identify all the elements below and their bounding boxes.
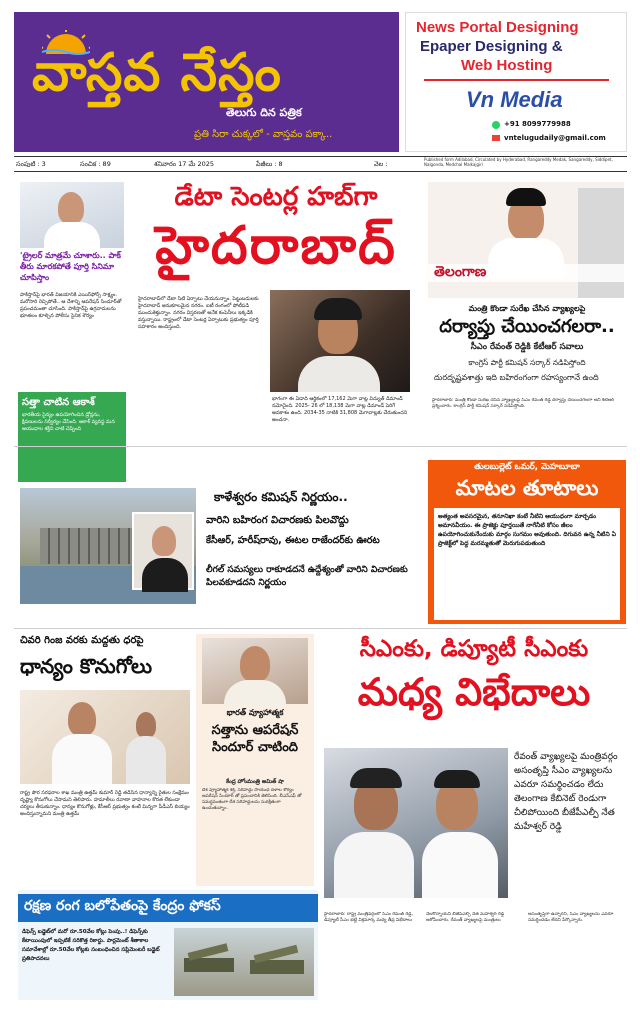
- price: వెల :: [374, 160, 388, 168]
- masthead-title: వాస్తవ నేస్తం: [32, 42, 282, 103]
- divider-2: [14, 628, 627, 629]
- akash-box: [18, 392, 126, 482]
- grain-body: రాష్ట్ర పౌర సరఫరాల శాఖ మంత్రి ఉత్తమ్ కుమార్ రెడ్డి తడిసిన ధాన్యాన్ని రైతుల సంక్షేమం దృష్ట్యా కొనుగోలు చేసామని తెలిపారు. హమాలీలు రవాణా వాహనాల కొరత లేకుండా చర్యలు తీసుకున్నాం. ధాన్యం కొనుగోళ్లు, కేసీఆర్ ప్రభుత్వం కంటే మిన్నగా పీడీఎస్ బియ్యం అందిస్తున్నామని మంత్రి ఉత్తమ్: [20, 790, 190, 817]
- operation-attribution: కేంద్ర హోంమంత్రి అమిత్ షా: [226, 779, 284, 785]
- grain-kicker: చివరి గింజ వరకు మద్దతు ధరపై: [20, 635, 144, 646]
- date: శనివారం 17 మే 2025: [154, 160, 214, 168]
- ktr-sub3: దురదృష్టవశాత్తు ఇది బహిరంగంగా రహస్యంగానే ఉంది: [434, 373, 599, 382]
- email-icon: [492, 135, 500, 141]
- omar-mehbooba-box: [428, 460, 626, 624]
- kaleshwaram-line2: కేసీఆర్, హరీష్‌రావు, ఈటల రాజేందర్‌కు ఊరట: [206, 535, 380, 546]
- issue: సంచిక : 89: [80, 160, 111, 168]
- cm-deputy-photo: [324, 748, 508, 898]
- cm-body: హైదరాబాద్: రాష్ట్ర మంత్రివర్గంలో సీఎం రేవంత్ రెడ్డి, డిప్యూటీ సీఎం భట్టి విక్రమార్క మధ్య తీవ్ర విభేదాలు నెలకొన్నాయని బీజేపీఎల్పీ నేత మహేశ్వర్ రెడ్డి ఆరోపించారు. రేవంత్ వ్యాఖ్యలపై మంత్రులు అసంతృప్తిగా ఉన్నారని, సీఎం వ్యాఖ్యలను ఎవరూ సమర్థించడం లేదని పేర్కొన్నారు.: [324, 912, 614, 923]
- masthead: [14, 12, 399, 152]
- advertisement[interactable]: [405, 12, 627, 152]
- ktr-photo: [428, 182, 624, 298]
- cm-kicker: సీఎంకు, డిప్యూటీ సీఎంకు: [359, 636, 589, 662]
- ad-line2: Epaper Designing &: [420, 38, 563, 55]
- main-kicker: డేటా సెంటర్ల హబ్‌గా: [174, 182, 378, 212]
- cm-sidebar: రేవంత్ వ్యాఖ్యలపై మంత్రివర్గం అసంతృప్తి సీఎం వ్యాఖ్యలను ఎవరూ సమర్థించడం లేదు తెలంగాణ కేబినెట్ రెండుగా చీలిపోయింది బీజేపీఎల్పీ నేత మహేశ్వర్ రెడ్డి: [514, 752, 618, 832]
- ad-line3: Web Hosting: [461, 57, 553, 74]
- operation-headline: సత్తాను ఆపరేషన్ సిందూర్ చాటింది: [211, 723, 299, 755]
- ad-phone: +91 8099779988: [504, 120, 571, 128]
- grain-headline: ధాన్యం కొనుగోలు: [20, 654, 153, 678]
- masthead-subtitle: తెలుగు దిన పత్రిక: [226, 106, 302, 119]
- omar-body: అత్యంత అవసరమైన, తనూనిఖా కంటే నీటిని ఆయుధంగా మార్చడం అమానవీయం. ఈ ప్రాజెక్టు పూర్తయితే నాగేనీటి కోసం జీలం ఉపయోగించుకునేందుకు మార్గం సుగమం అవుతుంది. దిగువన ఉన్న నీటిని ఏ ప్రాజెక్ట్‌లో పెద్ద మరమ్మతుతో మెరుగుపడుతుంది: [438, 513, 617, 547]
- amit-shah-photo: [202, 638, 308, 704]
- masthead-tagline: ప్రతి సిరా చుక్కలో - వాస్తవం పక్కా..: [194, 129, 333, 140]
- operation-body: దేశ వ్యూహాత్మక శక్తి, సరిహద్దు సాయుధ దళాల శౌర్యం ఆపరేషన్ సిందూర్ తో ప్రపంచానికి తెలిసింది. బీఎస్ఎఫ్ తో సమర్థవంతంగా దేశ సరిహద్దులను సురక్షితంగా ఉంచుతున్నాం.: [202, 788, 302, 811]
- dateline: [14, 156, 627, 172]
- ktr-headline: దర్యాప్తు చేయించగలరా..: [439, 316, 615, 337]
- akash-headline: సత్తా చాటిన ఆకాశ్: [22, 397, 95, 408]
- left-body-1: పాకిస్తాన్‌పై భారత్ విజయానికి ఎయిర్‌ఫోర్స్ సాక్ష్యం. మరోసారి రెచ్చిపోతే.. ఆ దేశాన్ని ఆపరేషన్ సిందూర్‌తో ప్రపంచమంతా చూసింది. పాకిస్తాన్‌పై ఉగ్రవాదులను భూతలం కూల్చిన పోలీసు సైనిక శౌర్యం: [20, 292, 122, 319]
- main-body: హైదరాబాద్‌లో డేటా సిటీ ఏర్పాటు చేయనున్నాం. పెట్టుబడులకు హైదరాబాద్ అనుకూలమైన నగరం. ఐటీ రంగంలో పోటీపడి ముందుకెళ్తున్నాం. నగరం విస్తరణతో అనేక కంపెనీలు ఇక్కడికి వస్తున్నాయి. రాష్ట్రంలో డేటా సెంటర్ల ఏర్పాటుకు ప్రభుత్వం పూర్తి సహకారం అందిస్తుంది.: [138, 296, 259, 330]
- kaleshwaram-line1: వారిని బహిరంగ విచారణకు పిలవొద్దు: [206, 515, 349, 526]
- uttam-photo: [20, 690, 190, 784]
- omar-kicker: తులబుల్లెట్ ఒమర్, మెహబూబా: [474, 462, 580, 472]
- left-headline-1: 'ట్రైలర్ మాత్రమే చూశారు.. పాక్ తీరు మారకపోతే పూర్తి సినిమా చూపిస్తాం: [20, 251, 121, 282]
- ktr-banner-text: తెలంగాణ: [434, 264, 487, 280]
- ktr-body: హైదరాబాద్: మంత్రి కొండా సురేఖ చేసిన వ్యాఖ్యలపై సీఎం రేవంత్ రెడ్డి దర్యాప్తు చేయించగలరా అని కేటీఆర్ ప్రశ్నించారు. కాంగ్రెస్ పార్టీ కమిషన్ సర్కార్ నడిపిస్తోంది.: [432, 398, 615, 409]
- missile-photo: [174, 928, 314, 996]
- main-body-2: భాగంగా ఈ ఏడాది ఆర్థికంలో 17,162 మెగా వాట్ల విద్యుత్ డిమాండ్ నమోదైంది. 2025- 26 లో 18,138 మెగా వాట్ల డిమాండ్ పెరిగే అవకాశం ఉంది. 2034-35 నాటికి 31,808 మెగావాట్లకు చేరుతుందని అంచనా.: [272, 396, 408, 423]
- ad-email: vntelugudaily@gmail.com: [504, 134, 606, 142]
- akash-body: భారతీయ సైన్యం ఉపయోగించిన డ్రోన్లను, క్షిపణులను నిర్వీర్యం చేసింది. ఆకాశ్ వ్యవస్థ మన ఆయుధాల శక్తిని చాటి చెప్పింది: [22, 412, 115, 432]
- judge-photo: [132, 512, 194, 590]
- ktr-sub1: సీఎం రేవంత్ రెడ్డికి కేటీఆర్ సవాలు: [470, 342, 584, 352]
- defense-headline: రక్షణ రంగ బలోపేతంపై కేంద్రం ఫోకస్: [24, 898, 221, 914]
- publisher-info: Published form Adilabad, Circulated by Hyderabad, Rangareddy Medak, Sangareddy, Siddipet, Nalgonda, Medchal Malkajgiri: [424, 157, 613, 167]
- defense-body: డిఫెన్స్ బడ్జెట్‌లో మరో రూ.50వేల కోట్లు పెంపు..! డిఫెన్స్‌కు కేటాయింపులో ఇప్పటికే సరికొత్త రికార్డు. పార్లమెంట్ శీతాకాల సమావేశాల్లో రూ.50వేల కోట్లకు సంబంధించిన సప్లిమెంటరీ బడ్జెట్ ప్రతిపాదనలు: [22, 929, 160, 962]
- omar-headline: మాటల తూటాలు: [455, 476, 599, 500]
- pages: పేజీలు : 8: [256, 160, 283, 168]
- kaleshwaram-headline: కాళేశ్వరం కమిషన్ నిర్ణయం..: [214, 490, 348, 504]
- main-headline: హైదరాబాద్: [155, 216, 397, 276]
- ad-line1: News Portal Designing: [416, 19, 579, 36]
- phone-icon: [492, 121, 500, 129]
- defense-banner: [18, 894, 318, 922]
- divider-1: [14, 446, 627, 447]
- kaleshwaram-line3: లీగల్ సమస్యలు రాకూడదనే ఉద్దేశ్యంతో వారిని విచారణకు పిలవకూడదని నిర్ణయం: [206, 565, 408, 588]
- ktr-kicker: మంత్రి కొండా సురేఖ చేసిన వ్యాఖ్యలపై: [468, 304, 586, 313]
- volume: సంపుటి : 3: [16, 160, 46, 168]
- rajnath-photo: [20, 182, 124, 248]
- cm-headline: మధ్య విభేదాలు: [357, 670, 591, 714]
- ad-divider: [424, 79, 609, 81]
- ad-brand: Vn Media: [466, 87, 563, 112]
- ktr-sub2: కాంగ్రెస్ పార్టీ కమిషన్ సర్కార్ నడిపిస్తోంది: [468, 358, 586, 367]
- operation-kicker: భారత్ వ్యూహాత్మక: [226, 708, 284, 717]
- revanth-photo: [270, 290, 410, 392]
